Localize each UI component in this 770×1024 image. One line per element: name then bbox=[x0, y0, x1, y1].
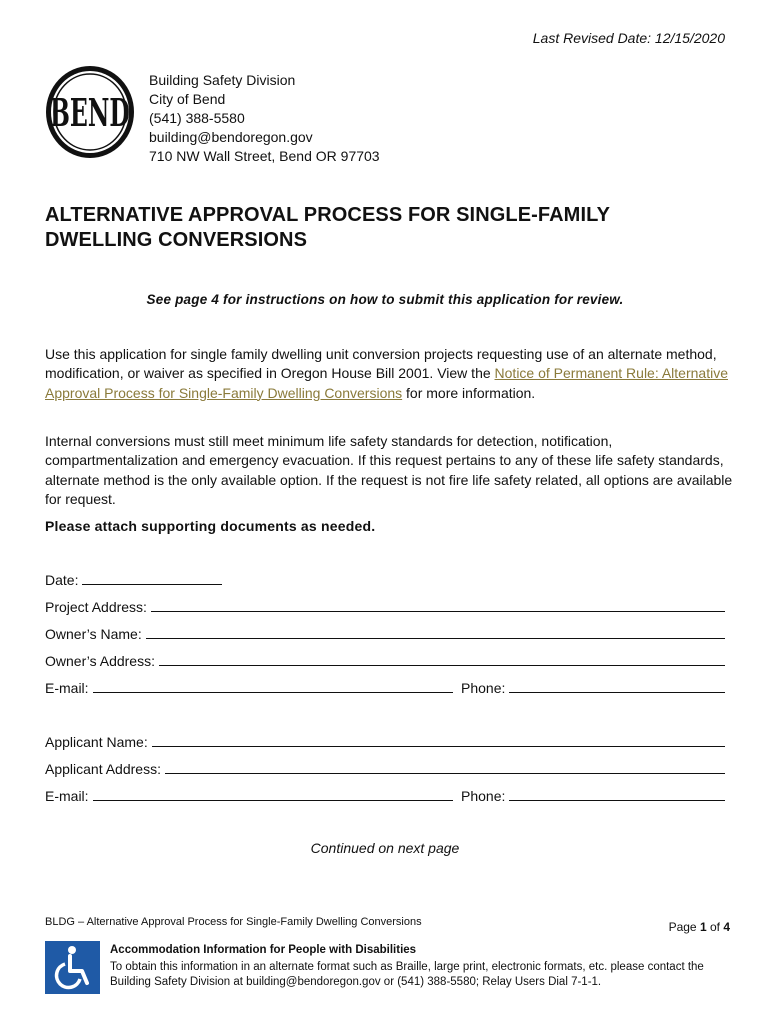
project-address-field[interactable]: Project Address: bbox=[45, 595, 725, 615]
owner-name-input-line[interactable] bbox=[146, 637, 725, 639]
footer-document-name: BLDG – Alternative Approval Process for Single-Family Dwelling Conversions bbox=[45, 916, 422, 928]
accommodation-heading: Accommodation Information for People with Disabilities bbox=[110, 944, 417, 956]
contact-email: building@bendoregon.gov bbox=[149, 129, 313, 145]
page-number: Page 1 of 4 bbox=[668, 920, 730, 934]
notice-of-permanent-rule-link[interactable]: Notice of Permanent Rule: Alternative Approval Process for Single-Family Dwelling Conversions bbox=[45, 365, 728, 401]
wheelchair-accessibility-icon bbox=[45, 941, 100, 994]
applicant-address-field[interactable]: Applicant Address: bbox=[45, 757, 725, 777]
owner-phone-input-line[interactable] bbox=[509, 691, 725, 693]
svg-text:BEND: BEND bbox=[49, 91, 130, 136]
city-name: City of Bend bbox=[149, 91, 226, 107]
city-of-bend-logo bbox=[44, 64, 136, 160]
owner-email-field[interactable]: E-mail: bbox=[45, 680, 453, 696]
owner-address-input-line[interactable] bbox=[159, 664, 725, 666]
applicant-name-field[interactable]: Applicant Name: bbox=[45, 730, 725, 750]
owner-address-field[interactable]: Owner’s Address: bbox=[45, 649, 725, 669]
submission-instruction: See page 4 for instructions on how to submit this application for review. bbox=[146, 292, 624, 307]
project-address-input-line[interactable] bbox=[151, 610, 725, 612]
applicant-email-input-line[interactable] bbox=[93, 799, 453, 801]
contact-address: 710 NW Wall Street, Bend OR 97703 bbox=[149, 148, 380, 164]
last-revised-date: Last Revised Date: 12/15/2020 bbox=[532, 30, 725, 46]
owner-contact-row bbox=[45, 676, 725, 696]
page-title: ALTERNATIVE APPROVAL PROCESS FOR SINGLE-FAMILY DWELLING CONVERSIONS bbox=[45, 204, 611, 251]
accommodation-text: To obtain this information in an alternate format such as Braille, large print, electronic formats, etc. please contact the Building Safety Division at building@bendoregon.gov or (541) 388-5580; Relay Users Dial 7-1-1. bbox=[110, 961, 704, 988]
applicant-address-input-line[interactable] bbox=[165, 772, 725, 774]
applicant-phone-field[interactable]: Phone: bbox=[461, 788, 725, 804]
division-name: Building Safety Division bbox=[149, 72, 296, 88]
intro-paragraph: Use this application for single family dwelling unit conversion projects requesting use of an alternate method, modification, or waiver as specified in Oregon House Bill 2001. View the Notice of Permanent Rule: Alternative Approval Process for Single-Family Dwelling Conversions for more information. bbox=[45, 346, 728, 401]
applicant-phone-input-line[interactable] bbox=[509, 799, 725, 801]
contact-block bbox=[149, 71, 380, 166]
life-safety-paragraph: Internal conversions must still meet minimum life safety standards for detection, notification, compartmentalization and emergency evacuation. If this request pertains to any of these life safety standards, alternate method is the only available option. If the request is not fire life safety related, all options are available for request. bbox=[45, 433, 733, 507]
attach-documents-note: Please attach supporting documents as needed. bbox=[45, 518, 376, 534]
date-input-line[interactable] bbox=[82, 583, 222, 585]
applicant-email-field[interactable]: E-mail: bbox=[45, 788, 453, 804]
date-field[interactable]: Date: bbox=[45, 568, 725, 588]
applicant-contact-row bbox=[45, 784, 725, 804]
applicant-name-input-line[interactable] bbox=[152, 745, 725, 747]
continued-note: Continued on next page bbox=[310, 840, 460, 856]
owner-name-field[interactable]: Owner’s Name: bbox=[45, 622, 725, 642]
owner-phone-field[interactable]: Phone: bbox=[461, 680, 725, 696]
owner-email-input-line[interactable] bbox=[93, 691, 453, 693]
contact-phone: (541) 388-5580 bbox=[149, 110, 245, 126]
